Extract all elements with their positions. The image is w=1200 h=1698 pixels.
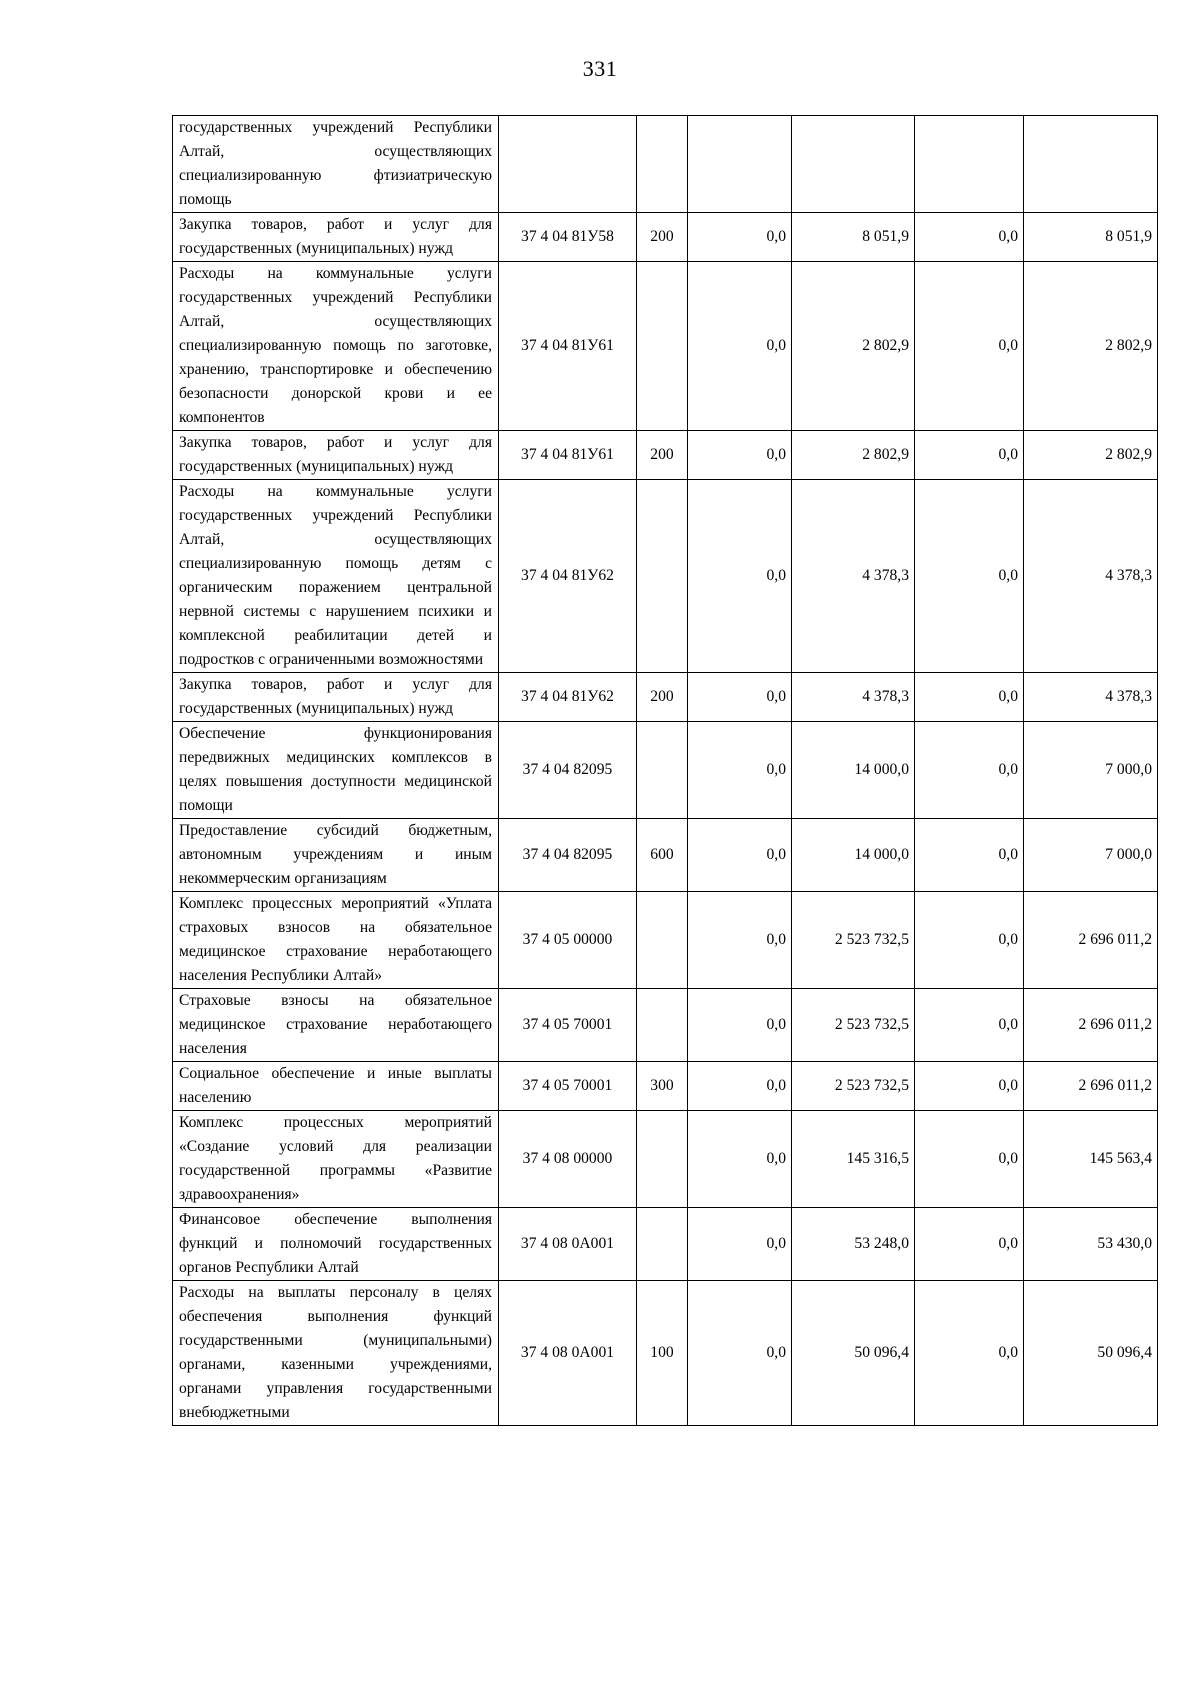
- amount-cell: 0,0: [915, 1208, 1024, 1281]
- target-article-code-cell: 37 4 08 00000: [499, 1111, 637, 1208]
- expense-type-code-cell: 200: [637, 431, 688, 480]
- amount-cell: 14 000,0: [792, 722, 915, 819]
- amount-cell: 14 000,0: [792, 819, 915, 892]
- table-row: [173, 1111, 1158, 1208]
- expense-name-cell: Расходы на выплаты персоналу в целях обеспечения выполнения функций государственными (муниципальными) органами, казенными учреждениями, органами управления государственными внебюджетными: [173, 1281, 499, 1426]
- table-row: [173, 1208, 1158, 1281]
- amount-cell: 8 051,9: [1024, 213, 1158, 262]
- amount-cell: 0,0: [915, 1111, 1024, 1208]
- amount-cell: 4 378,3: [792, 480, 915, 673]
- target-article-code-cell: 37 4 04 82095: [499, 722, 637, 819]
- amount-cell: 4 378,3: [1024, 480, 1158, 673]
- target-article-code-cell: 37 4 08 0А001: [499, 1208, 637, 1281]
- amount-cell: 2 696 011,2: [1024, 989, 1158, 1062]
- table-row: [173, 116, 1158, 213]
- table-row: [173, 262, 1158, 431]
- amount-cell: 0,0: [688, 262, 792, 431]
- amount-cell: 2 802,9: [1024, 431, 1158, 480]
- amount-cell: 8 051,9: [792, 213, 915, 262]
- table-row: [173, 989, 1158, 1062]
- amount-cell: [688, 116, 792, 213]
- amount-cell: 0,0: [915, 431, 1024, 480]
- amount-cell: 0,0: [915, 892, 1024, 989]
- target-article-code-cell: 37 4 05 00000: [499, 892, 637, 989]
- target-article-code-cell: 37 4 04 81У62: [499, 673, 637, 722]
- amount-cell: 50 096,4: [792, 1281, 915, 1426]
- amount-cell: 4 378,3: [792, 673, 915, 722]
- amount-cell: 0,0: [915, 819, 1024, 892]
- expense-name-cell: Расходы на коммунальные услуги государственных учреждений Республики Алтай, осуществляющих специализированную помощь по заготовке, хранению, транспортировке и обеспечению безопасности донорской крови и ее компонентов: [173, 262, 499, 431]
- table-row: [173, 819, 1158, 892]
- budget-table: [172, 115, 1158, 1426]
- expense-type-code-cell: [637, 116, 688, 213]
- amount-cell: [1024, 116, 1158, 213]
- target-article-code-cell: 37 4 04 81У62: [499, 480, 637, 673]
- expense-name-cell: Комплекс процессных мероприятий «Создание условий для реализации государственной программы «Развитие здравоохранения»: [173, 1111, 499, 1208]
- amount-cell: 2 696 011,2: [1024, 892, 1158, 989]
- amount-cell: 2 523 732,5: [792, 1062, 915, 1111]
- expense-name-cell: Обеспечение функционирования передвижных медицинских комплексов в целях повышения доступности медицинской помощи: [173, 722, 499, 819]
- expense-name-cell: Расходы на коммунальные услуги государственных учреждений Республики Алтай, осуществляющих специализированную помощь детям с органическим поражением центральной нервной системы с нарушением психики и комплексной реабилитации детей и подростков с ограниченными возможностями: [173, 480, 499, 673]
- amount-cell: 0,0: [915, 722, 1024, 819]
- amount-cell: 0,0: [688, 431, 792, 480]
- amount-cell: 0,0: [688, 1111, 792, 1208]
- amount-cell: 0,0: [688, 722, 792, 819]
- amount-cell: 0,0: [688, 819, 792, 892]
- amount-cell: 145 563,4: [1024, 1111, 1158, 1208]
- amount-cell: 0,0: [688, 1062, 792, 1111]
- expense-type-code-cell: [637, 989, 688, 1062]
- amount-cell: 7 000,0: [1024, 819, 1158, 892]
- amount-cell: [915, 116, 1024, 213]
- amount-cell: 0,0: [915, 213, 1024, 262]
- expense-name-cell: Предоставление субсидий бюджетным, автономным учреждениям и иным некоммерческим организациям: [173, 819, 499, 892]
- expense-type-code-cell: [637, 480, 688, 673]
- target-article-code-cell: [499, 116, 637, 213]
- expense-name-cell: Социальное обеспечение и иные выплаты населению: [173, 1062, 499, 1111]
- amount-cell: 0,0: [688, 1281, 792, 1426]
- amount-cell: 0,0: [915, 989, 1024, 1062]
- expense-type-code-cell: 100: [637, 1281, 688, 1426]
- amount-cell: 50 096,4: [1024, 1281, 1158, 1426]
- table-body: [173, 116, 1158, 1426]
- expense-name-cell: Закупка товаров, работ и услуг для государственных (муниципальных) нужд: [173, 431, 499, 480]
- expense-type-code-cell: 300: [637, 1062, 688, 1111]
- expense-name-cell: Финансовое обеспечение выполнения функций и полномочий государственных органов Республики Алтай: [173, 1208, 499, 1281]
- expense-type-code-cell: 600: [637, 819, 688, 892]
- expense-name-cell: Закупка товаров, работ и услуг для государственных (муниципальных) нужд: [173, 213, 499, 262]
- page-number: 331: [582, 56, 618, 81]
- table-row: [173, 892, 1158, 989]
- amount-cell: 0,0: [688, 1208, 792, 1281]
- expense-type-code-cell: 200: [637, 213, 688, 262]
- table-row: [173, 673, 1158, 722]
- expense-type-code-cell: [637, 262, 688, 431]
- target-article-code-cell: 37 4 04 81У58: [499, 213, 637, 262]
- target-article-code-cell: 37 4 04 82095: [499, 819, 637, 892]
- amount-cell: 145 316,5: [792, 1111, 915, 1208]
- amount-cell: 7 000,0: [1024, 722, 1158, 819]
- amount-cell: 2 802,9: [1024, 262, 1158, 431]
- amount-cell: 0,0: [915, 262, 1024, 431]
- amount-cell: 0,0: [688, 480, 792, 673]
- target-article-code-cell: 37 4 04 81У61: [499, 431, 637, 480]
- expense-type-code-cell: [637, 1208, 688, 1281]
- amount-cell: 0,0: [915, 1281, 1024, 1426]
- amount-cell: 53 248,0: [792, 1208, 915, 1281]
- expense-name-cell: государственных учреждений Республики Алтай, осуществляющих специализированную фтизиатрическую помощь: [173, 116, 499, 213]
- expense-name-cell: Закупка товаров, работ и услуг для государственных (муниципальных) нужд: [173, 673, 499, 722]
- table-row: [173, 431, 1158, 480]
- table-row: [173, 1281, 1158, 1426]
- amount-cell: 2 523 732,5: [792, 892, 915, 989]
- amount-cell: 0,0: [915, 480, 1024, 673]
- expense-name-cell: Комплекс процессных мероприятий «Уплата страховых взносов на обязательное медицинское страхование неработающего населения Республики Алтай»: [173, 892, 499, 989]
- amount-cell: 0,0: [688, 989, 792, 1062]
- amount-cell: 0,0: [688, 673, 792, 722]
- amount-cell: 53 430,0: [1024, 1208, 1158, 1281]
- table-row: [173, 722, 1158, 819]
- amount-cell: [792, 116, 915, 213]
- amount-cell: 0,0: [915, 1062, 1024, 1111]
- amount-cell: 2 696 011,2: [1024, 1062, 1158, 1111]
- table-row: [173, 1062, 1158, 1111]
- amount-cell: 0,0: [688, 213, 792, 262]
- amount-cell: 4 378,3: [1024, 673, 1158, 722]
- table-row: [173, 213, 1158, 262]
- target-article-code-cell: 37 4 05 70001: [499, 1062, 637, 1111]
- amount-cell: 2 523 732,5: [792, 989, 915, 1062]
- expense-type-code-cell: 200: [637, 673, 688, 722]
- amount-cell: 2 802,9: [792, 431, 915, 480]
- target-article-code-cell: 37 4 05 70001: [499, 989, 637, 1062]
- expense-type-code-cell: [637, 722, 688, 819]
- target-article-code-cell: 37 4 04 81У61: [499, 262, 637, 431]
- expense-type-code-cell: [637, 892, 688, 989]
- table-row: [173, 480, 1158, 673]
- expense-name-cell: Страховые взносы на обязательное медицинское страхование неработающего населения: [173, 989, 499, 1062]
- amount-cell: 0,0: [915, 673, 1024, 722]
- amount-cell: 2 802,9: [792, 262, 915, 431]
- target-article-code-cell: 37 4 08 0А001: [499, 1281, 637, 1426]
- amount-cell: 0,0: [688, 892, 792, 989]
- expense-type-code-cell: [637, 1111, 688, 1208]
